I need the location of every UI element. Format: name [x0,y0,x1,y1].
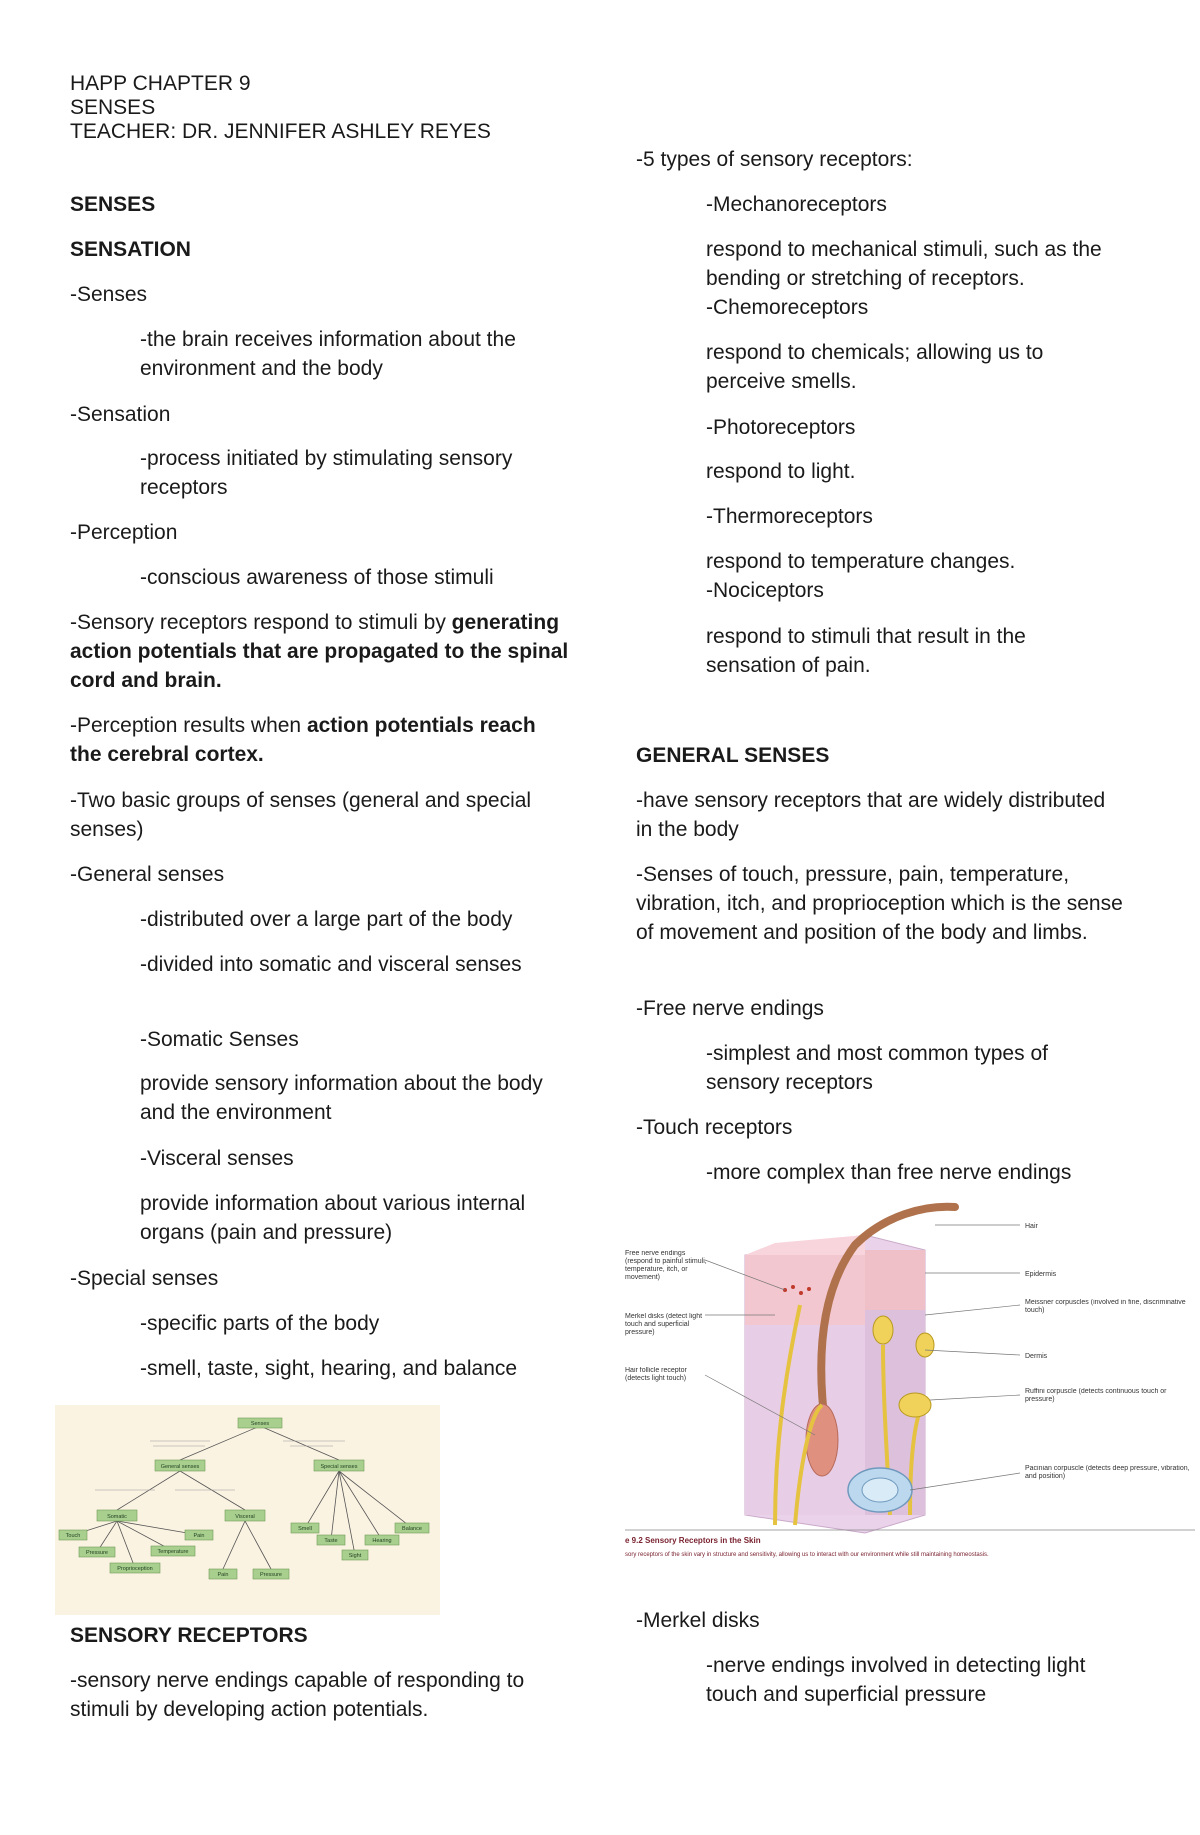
somatic-label: -Somatic Senses [140,1028,299,1051]
meissner-corpuscle-icon [873,1316,893,1344]
node-temperature: Temperature [157,1549,189,1555]
perception-definition: -conscious awareness of those stimuli [140,566,494,589]
general-senses-label: -General senses [70,863,225,886]
merkel-disks-label: -Merkel disks [636,1609,760,1632]
node-sight: Sight [348,1553,362,1559]
heading-senses: SENSES [70,193,156,216]
special-senses-item-1: -specific parts of the body [140,1312,380,1335]
label-hair-follicle-receptor: Hair follicle receptor (detects light touch) [625,1367,687,1382]
epidermis-layer-front [745,1255,865,1325]
perception-results [70,711,560,769]
skin-receptors-figure [625,1195,1195,1565]
ruffini-corpuscle-icon [899,1393,931,1417]
thermoreceptors-label: -Thermoreceptors [706,505,873,528]
general-senses-list: -Senses of touch, pressure, pain, temperature, vibration, itch, and proprioception which is the sense of movement and position of the body and limbs. [636,863,1123,944]
hair-follicle [806,1404,838,1476]
special-senses-item-2: -smell, taste, sight, hearing, and balance [140,1357,518,1380]
node-hearing: Hearing [372,1538,392,1544]
perception-label: -Perception [70,521,178,544]
figure-caption-text: sory receptors of the skin vary in structure and sensitivity, allowing us to interact with our environment while still maintaining homeostasis. [625,1552,989,1558]
general-senses-item-2: -divided into somatic and visceral senses [140,953,522,976]
node-pain-visceral: Pain [217,1572,229,1578]
label-epidermis: Epidermis [1025,1271,1057,1278]
label-pacinian-corpuscle: Pacinian corpuscle (detects deep pressure, vibration, and position) [1025,1465,1190,1480]
perception-results-bold: action potentials reach the cerebral cortex. [70,714,536,766]
node-proprioception: Proprioception [117,1566,153,1572]
label-dermis: Dermis [1025,1353,1048,1360]
senses-flowchart [55,1405,440,1615]
node-pressure: Pressure [85,1550,109,1556]
visceral-label: -Visceral senses [140,1147,294,1170]
senses-label: -Senses [70,283,148,306]
sensation-definition: -process initiated by stimulating sensory receptors [140,447,513,499]
node-somatic: Somatic [107,1514,127,1520]
somatic-definition: provide sensory information about the body and the environment [140,1072,543,1124]
label-free-nerve-endings: Free nerve endings (respond to painful stimuli, temperature, itch, or movement) [625,1250,707,1281]
perception-results-text: -Perception results when [70,714,307,737]
nociceptors-definition: respond to stimuli that result in the sensation of pain. [706,625,1026,677]
dermis-layer-front [745,1325,865,1515]
node-general-senses: General senses [160,1464,200,1470]
touch-receptors-label: -Touch receptors [636,1116,793,1139]
touch-receptors-definition: -more complex than free nerve endings [706,1161,1072,1184]
free-nerve-endings-definition: -simplest and most common types of sensory receptors [706,1042,1048,1094]
merkel-disks-definition: -nerve endings involved in detecting light touch and superficial pressure [706,1654,1086,1706]
receptors-statement [70,608,580,695]
node-pressure-visceral: Pressure [259,1572,283,1578]
epidermis-layer-side [865,1250,925,1310]
heading-general-senses: GENERAL SENSES [636,744,830,767]
node-senses: Senses [250,1421,270,1427]
node-smell: Smell [298,1526,312,1532]
label-merkel-disks: Merkel disks (detect light touch and superficial pressure) [625,1313,703,1336]
label-ruffini-corpuscle: Ruffini corpuscle (detects continuous touch or pressure) [1025,1388,1167,1403]
teacher-line: TEACHER: DR. JENNIFER ASHLEY REYES [70,120,491,143]
general-senses-item-1: -distributed over a large part of the body [140,908,513,931]
chapter-subtitle: SENSES [70,96,156,119]
free-nerve-endings-label: -Free nerve endings [636,997,824,1020]
node-special-senses: Special senses [320,1464,358,1470]
nociceptors-label: -Nociceptors [706,579,824,602]
senses-definition: -the brain receives information about the environment and the body [140,328,516,380]
two-groups: -Two basic groups of senses (general and special senses) [70,789,532,841]
sensation-label: -Sensation [70,403,171,426]
mechanoreceptors-definition: respond to mechanical stimuli, such as the bending or stretching of receptors. [706,238,1102,290]
receptors-statement-bold: generating action potentials that are propagated to the spinal cord and brain. [70,611,569,692]
label-hair: Hair [1025,1223,1038,1230]
node-taste: Taste [324,1538,338,1544]
receptors-statement-text: -Sensory receptors respond to stimuli by [70,611,452,634]
thermoreceptors-definition: respond to temperature changes. [706,550,1016,573]
chemoreceptors-label: -Chemoreceptors [706,296,869,319]
heading-sensation: SENSATION [70,238,191,261]
label-meissner-corpuscles: Meissner corpuscles (involved in fine, discriminative touch) [1025,1299,1186,1314]
visceral-definition: provide information about various internal organs (pain and pressure) [140,1192,526,1244]
node-touch: Touch [65,1533,81,1539]
node-pain: Pain [193,1533,205,1539]
course-title: HAPP CHAPTER 9 [70,72,251,95]
sensory-receptors-definition: -sensory nerve endings capable of responding to stimuli by developing action potentials. [70,1669,525,1721]
photoreceptors-label: -Photoreceptors [706,416,856,439]
node-balance: Balance [402,1526,422,1532]
chemoreceptors-definition: respond to chemicals; allowing us to perceive smells. [706,341,1044,393]
mechanoreceptors-label: -Mechanoreceptors [706,193,887,216]
figure-caption-title: e 9.2 Sensory Receptors in the Skin [625,1536,761,1545]
photoreceptors-definition: respond to light. [706,460,856,483]
general-senses-definition: -have sensory receptors that are widely distributed in the body [636,789,1106,841]
special-senses-label: -Special senses [70,1267,219,1290]
heading-sensory-receptors: SENSORY RECEPTORS [70,1624,308,1647]
node-visceral: Visceral [235,1514,255,1520]
five-types-heading: -5 types of sensory receptors: [636,148,913,171]
